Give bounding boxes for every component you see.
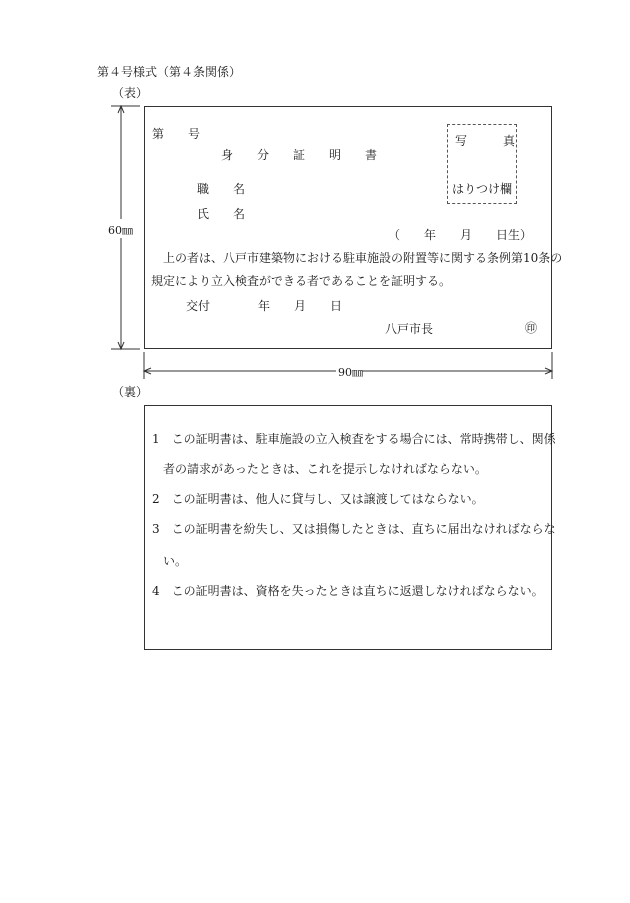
height-dimension-label: 60㎜ <box>108 224 133 237</box>
issue-date-field: 交付 年 月 日 <box>186 299 343 313</box>
name-field-label: 氏 名 <box>197 207 246 221</box>
seal-mark: ㊞ <box>525 321 538 335</box>
notice-item-3-line1: 3 この証明書を紛失し、又は損傷したときは、直ちに届出なければならな <box>152 522 556 536</box>
back-side-label: （裏） <box>112 385 149 399</box>
notice-item-1-line2: 者の請求があったときは、これを提示しなければならない。 <box>163 462 487 476</box>
front-side-label: （表） <box>112 86 149 100</box>
notice-item-4: 4 この証明書は、資格を失ったときは直ちに返還しなければならない。 <box>152 584 544 598</box>
photo-label-line2: はりつけ欄 <box>452 182 513 196</box>
form-title: 第４号様式（第４条関係） <box>97 65 242 79</box>
birth-date-field: （ 年 月 日生） <box>388 228 533 242</box>
notice-item-1-line1: 1 この証明書は、駐車施設の立入検査をする場合には、常時携帯し、関係 <box>152 432 556 446</box>
certification-statement-line2: 規定により立入検査ができる者であることを証明する。 <box>151 274 452 288</box>
photo-label-line1: 写 真 <box>455 134 516 148</box>
issuer-label: 八戸市長 <box>385 322 434 336</box>
position-field-label: 職 名 <box>197 182 246 196</box>
certification-statement-line1: 上の者は、八戸市建築物における駐車施設の附置等に関する条例第10条の <box>163 251 563 265</box>
notice-item-2: 2 この証明書は、他人に貸与し、又は譲渡してはならない。 <box>152 492 484 506</box>
width-dimension-label: 90㎜ <box>338 366 363 379</box>
card-title: 身 分 証 明 書 <box>221 148 378 162</box>
card-number-label: 第 号 <box>152 127 201 141</box>
notice-item-3-line2: い。 <box>163 554 188 568</box>
